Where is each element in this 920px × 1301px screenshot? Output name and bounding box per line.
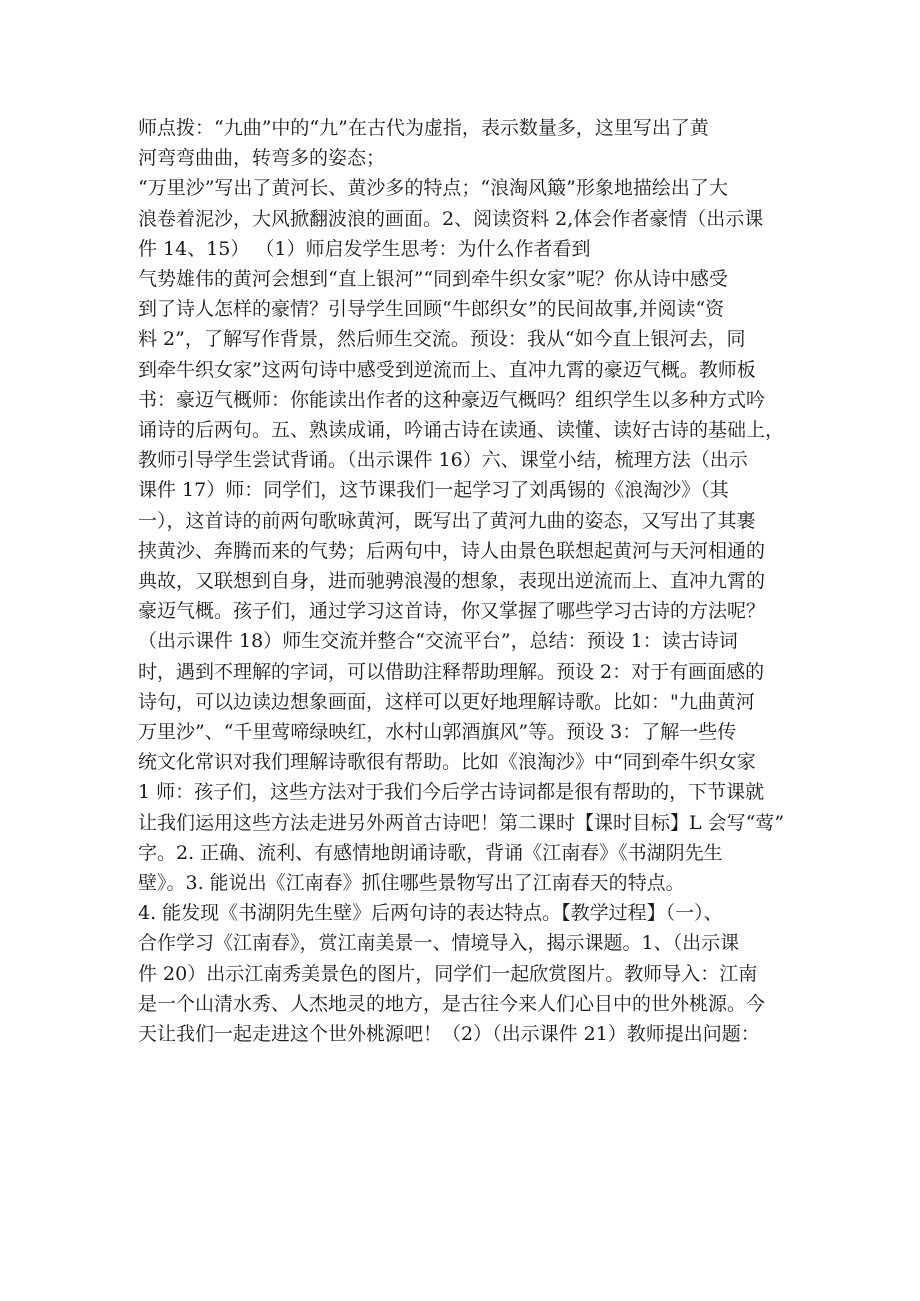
text-line: 料 2”，了解写作背景，然后师生交流。预设：我从“如今直上银河去，同 — [138, 328, 746, 351]
text-line: 到牵牛织女家”这两句诗中感受到逆流而上、直冲九霄的豪迈气概。教师板 — [138, 358, 756, 381]
text-line: 豪迈气概。孩子们，通过学习这首诗，你又掌握了哪些学习古诗的方法呢？ — [138, 600, 766, 623]
text-line: 时，遇到不理解的字词，可以借助注释帮助理解。预设 2：对于有画面感的 — [138, 660, 765, 683]
text-line: 典故，又联想到自身，进而驰骋浪漫的想象，表现出逆流而上、直冲九霄的 — [138, 570, 766, 592]
text-line: 件 14、15） （1）师启发学生思考：为什么作者看到 — [138, 237, 591, 260]
text-line: 浪卷着泥沙，大风掀翻波浪的画面。2、阅读资料 2,体会作者豪情（出示课 — [138, 207, 764, 230]
text-line: 一），这首诗的前两句歌咏黄河，既写出了黄河九曲的姿态，又写出了其裹 — [138, 509, 756, 532]
text-line: 诵诗的后两句。五、熟读成诵，吟诵古诗在读通、读懂、读好古诗的基础上， — [138, 419, 785, 441]
text-line: 气势雄伟的黄河会想到“直上银河”“同到牵牛织女家”呢？你从诗中感受 — [138, 268, 728, 290]
text-line: 河弯弯曲曲，转弯多的姿态； — [138, 147, 386, 170]
text-line: 万里沙”、“千里莺啼绿映红，水村山郭酒旗风”等。预设 3：了解一些传 — [138, 721, 737, 743]
text-line: 挟黄沙、奔腾而来的气势；后两句中，诗人由景色联想起黄河与天河相通的 — [138, 539, 766, 562]
text-line: 师点拨：“九曲”中的“九”在古代为虚指，表示数量多，这里写出了黄 — [138, 117, 709, 139]
text-line: 是一个山清水秀、人杰地灵的地方，是古往今来人们心目中的世外桃源。今 — [138, 992, 766, 1015]
text-line: 教师引导学生尝试背诵。（出示课件 16）六、课堂小结，梳理方法（出示 — [138, 449, 748, 472]
text-line: 件 20）出示江南秀美景色的图片，同学们一起欣赏图片。教师导入：江南 — [138, 962, 758, 985]
text-line: 4. 能发现《书湖阴先生壁》后两句诗的表达特点。【教学过程】（一）、 — [138, 902, 723, 925]
text-line: “万里沙”写出了黄河长、黄沙多的特点；“浪淘风簸”形象地描绘出了大 — [138, 177, 728, 200]
text-line: （出示课件 18）师生交流并整合“交流平台”，总结：预设 1：读古诗词 — [138, 630, 738, 653]
text-line: 壁》。3. 能说出《江南春》抓住哪些景物写出了江南春天的特点。 — [138, 872, 685, 894]
text-line: 字。2. 正确、流利、有感情地朗诵诗歌，背诵《江南春》《书湖阴先生 — [138, 841, 723, 864]
text-line: 统文化常识对我们理解诗歌很有帮助。比如《浪淘沙》中“同到牵牛织女家 — [138, 751, 756, 774]
text-line: 让我们运用这些方法走进另外两首古诗吧！第二课时【课时目标】L 会写“莺” — [138, 811, 785, 834]
text-line: 天让我们一起走进这个世外桃源吧！（2）（出示课件 21）教师提出问题： — [138, 1023, 760, 1045]
text-line: 1 师：孩子们，这些方法对于我们今后学古诗词都是很有帮助的，下节课就 — [138, 781, 765, 804]
text-line: 诗句，可以边读边想象画面，这样可以更好地理解诗歌。比如："九曲黄河 — [138, 690, 755, 713]
text-line: 书：豪迈气概师：你能读出作者的这种豪迈气概吗？组织学生以多种方式吟 — [138, 388, 766, 411]
text-line: 课件 17）师：同学们，这节课我们一起学习了刘禹锡的《浪淘沙》（其 — [138, 479, 729, 502]
text-line: 到了诗人怎样的豪情？引导学生回顾“牛郎织女”的民间故事,并阅读“资 — [138, 298, 725, 321]
text-line: 合作学习《江南春》，赏江南美景一、情境导入，揭示课题。1、（出示课 — [138, 932, 740, 955]
